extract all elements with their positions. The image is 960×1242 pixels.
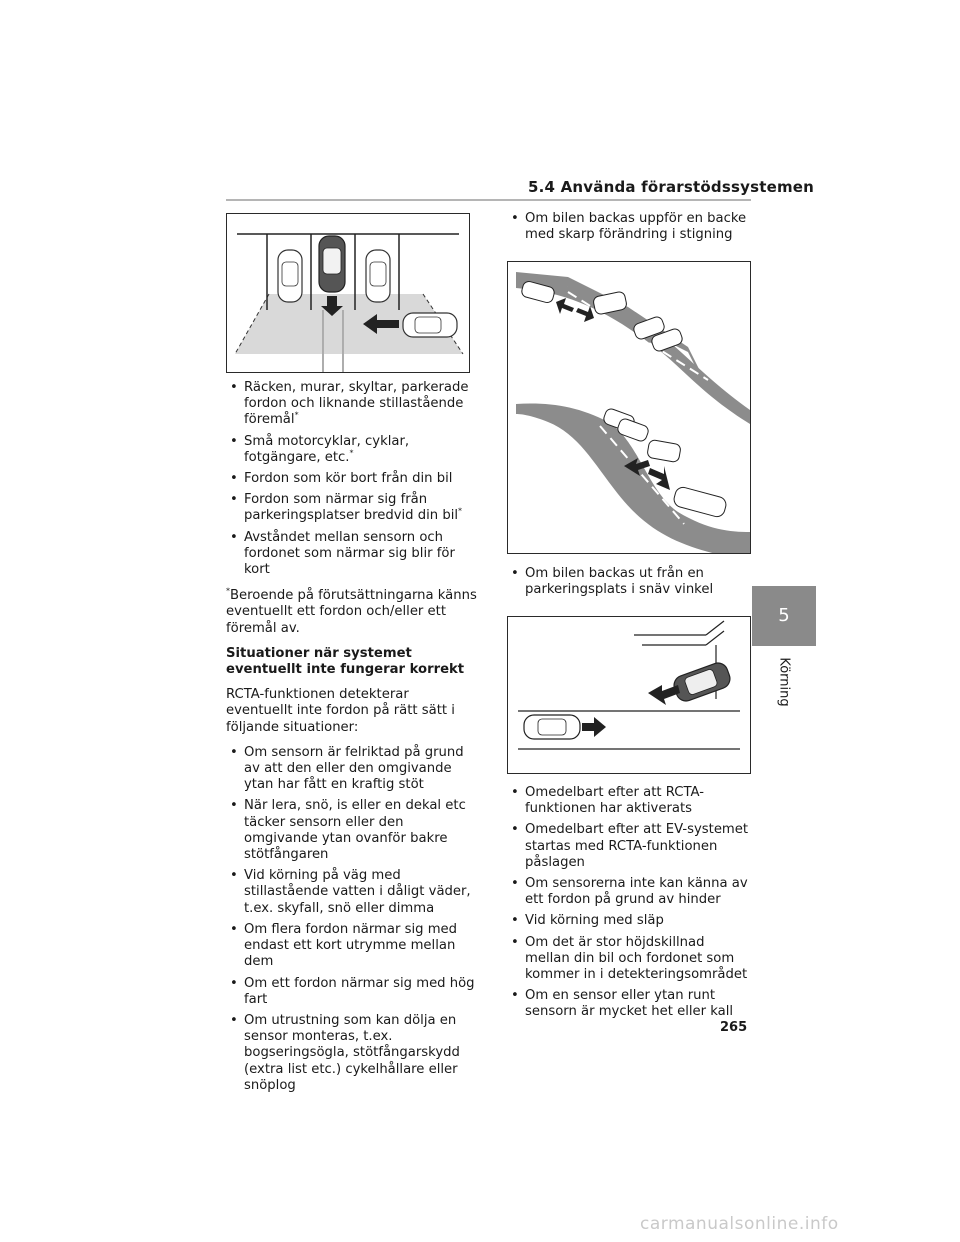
detected-objects-list — [226, 380, 478, 578]
list-item: • Om ett fordon närmar sig med hög fart — [226, 976, 478, 1008]
list-item: • Räcken, murar, skyltar, parkerade fordon och liknande stillastående föremål* — [226, 380, 478, 429]
figure-slope-reversing — [507, 261, 751, 554]
more-situations-list — [507, 785, 751, 1021]
figure-parking-detection — [226, 213, 470, 373]
list-item: • Fordon som kör bort från din bil — [226, 471, 478, 487]
chapter-tab[interactable]: 5 — [752, 586, 816, 646]
list-item: • Vid körning med släp — [507, 913, 751, 929]
list-item: • När lera, snö, is eller en dekal etc täcker sensorn eller den omgivande ytan ovanför bakre stötfångaren — [226, 798, 478, 863]
list-item: • Om sensorerna inte kan känna av ett fordon på grund av hinder — [507, 876, 751, 908]
chapter-label-area — [752, 646, 816, 716]
list-item: • Vid körning på väg med stillastående vatten i dåligt väder, t.ex. skyfall, snö eller dimma — [226, 868, 478, 917]
intro-paragraph: RCTA-funktionen detekterar eventuellt inte fordon på rätt sätt i följande situationer: — [226, 687, 455, 735]
chapter-label: Körning — [776, 657, 792, 707]
list-item: • Fordon som närmar sig från parkeringsplatser bredvid din bil* — [226, 492, 478, 524]
list-item: • Om en sensor eller ytan runt sensorn är mycket het eller kall — [507, 988, 751, 1020]
situations-list — [226, 745, 478, 1094]
list-item: • Om utrustning som kan dölja en sensor monteras, t.ex. bogseringsögla, stötfångarskydd (extra list etc.) cykelhållare eller snöplog — [226, 1013, 478, 1094]
right-column-angle — [507, 566, 751, 603]
section-header: 5.4 Använda förarstödssystemen — [528, 178, 815, 196]
list-item: • Om bilen backas ut från en parkeringsplats i snäv vinkel — [507, 566, 751, 598]
page-number: 265 — [720, 1020, 748, 1035]
right-column-slope — [507, 211, 751, 248]
list-item: • Omedelbart efter att RCTA-funktionen har aktiverats — [507, 785, 751, 817]
list-item: • Om det är stor höjdskillnad mellan din bil och fordonet som kommer in i detekteringsområdet — [507, 935, 751, 984]
list-item: • Om bilen backas uppför en backe med skarp förändring i stigning — [507, 211, 751, 243]
section-heading: Situationer när systemet eventuellt inte fungerar korrekt — [226, 645, 465, 678]
footnote: *Beroende på förutsättningarna känns eventuellt ett fordon och/eller ett föremål av. — [226, 586, 477, 636]
figure-angled-parking — [507, 616, 751, 774]
list-item: • Små motorcyklar, cyklar, fotgängare, etc.* — [226, 434, 478, 466]
right-column-more — [507, 785, 751, 1026]
left-column — [226, 380, 478, 1099]
watermark: carmanualsonline.info — [640, 1214, 839, 1234]
list-item: • Om flera fordon närmar sig med endast ett kort utrymme mellan dem — [226, 922, 478, 971]
list-item: • Avståndet mellan sensorn och fordonet som närmar sig blir för kort — [226, 530, 478, 579]
list-item: • Om sensorn är felriktad på grund av att den eller den omgivande ytan har fått en kraftig stöt — [226, 745, 478, 794]
header-divider — [226, 199, 751, 201]
list-item: • Omedelbart efter att EV-systemet startas med RCTA-funktionen påslagen — [507, 822, 751, 871]
